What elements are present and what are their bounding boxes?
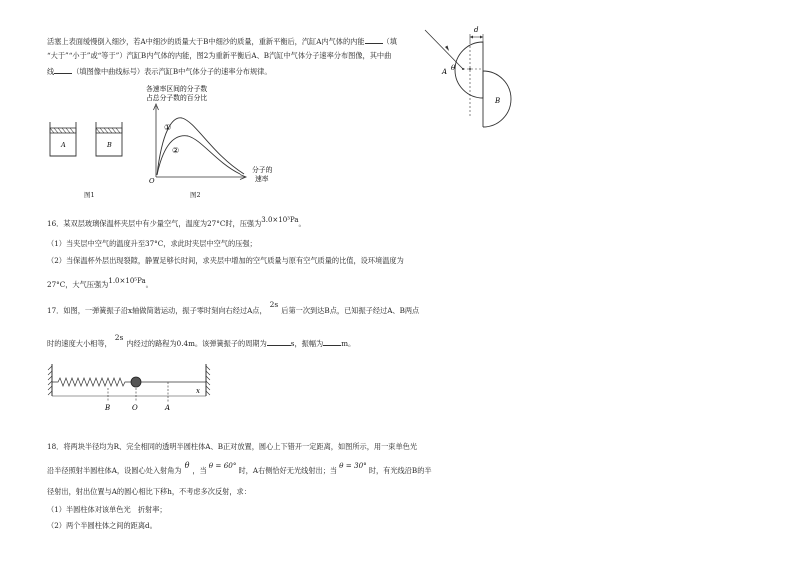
q17-time-2: 2s: [114, 333, 124, 342]
answer-blank-period: [267, 338, 291, 346]
q16-line4-end: 。: [145, 280, 153, 289]
curve-2: [157, 136, 240, 175]
q18-condition-1: θ = 60°: [208, 461, 237, 470]
figure-1-cylinders: [44, 120, 134, 170]
q17-line2: [47, 333, 356, 349]
q16-pressure-0: 1.0×10⁵Pa: [108, 277, 146, 285]
cylinder-a-label: A: [61, 141, 66, 149]
q15-line3: [47, 66, 272, 77]
q16-line1-end: 。: [298, 219, 306, 228]
figure-1-label: 图1: [84, 191, 95, 199]
spring-label-b: B: [105, 404, 111, 412]
fig2-ylabel-2: 占总分子数的百分比: [146, 94, 208, 102]
q18-line2-d: 时，有光线沿B的半: [368, 466, 432, 475]
q17-line2-end: m。: [341, 339, 356, 348]
q18-line4: （1）半圆柱体对该单色光 折射率；: [47, 505, 167, 514]
q15-line1-suffix: （填: [382, 37, 397, 46]
figure-2-label: 图2: [190, 191, 201, 199]
answer-blank-amplitude: [323, 338, 341, 346]
q17-line1-rest: 后第一次到达B点，已知振子经过A、B两点: [281, 306, 420, 315]
q16-pressure-1: 3.0×10³Pa: [261, 216, 299, 224]
q15-line3-text: （填图像中曲线标号）表示汽缸B中气体分子的速率分布规律。: [72, 67, 272, 76]
q15-line3-prefix: 线: [47, 67, 55, 76]
fig3-label-theta: θ: [451, 64, 456, 72]
fig3-label-a: A: [442, 68, 448, 76]
fig3-label-d: d: [474, 26, 479, 34]
q17-line1: [47, 300, 420, 316]
cylinder-b-label: B: [107, 141, 112, 149]
q16-line3: （2）当保温杯外层出现裂隙，静置足够长时间，求夹层中增加的空气质量与原有空气质量的比值，设环境温度为: [47, 256, 404, 265]
fig2-xlabel-1: 分子的: [252, 166, 273, 174]
q18-line2: [47, 461, 432, 476]
spring-label-o: O: [132, 404, 138, 412]
fig2-xlabel-2: 速率: [255, 175, 269, 183]
q18-line1: 18．将两块半径均为R、完全相同的透明半圆柱体A、B正对放置，圆心上下错开一定距离，如图所示，用一束单色光: [47, 442, 418, 451]
q16-line4-text: 27°C，大气压强为: [47, 280, 109, 289]
q15-line1-text: 活塞上表面缓慢倒入细沙，若A中细沙的质量大于B中细沙的质量，重新平衡后，汽缸A内气体的内能: [47, 37, 365, 46]
q16-line2: （1）当夹层中空气的温度升至37°C，求此时夹层中空气的压强；: [47, 239, 257, 248]
q17-line2-text: 时的速度大小相等，: [47, 339, 112, 348]
answer-blank-1: [365, 36, 383, 44]
spring-label-a: A: [165, 404, 171, 412]
q15-line1: [47, 36, 397, 47]
spring: [52, 378, 131, 386]
figure-3-half-cylinders: [425, 20, 545, 130]
cylinder-b: [96, 122, 122, 156]
q18-line5: （2）两个半圆柱体之间的距离d。: [47, 521, 157, 530]
q18-theta: θ: [184, 461, 190, 470]
curve-2-label: ②: [172, 146, 180, 155]
curve-1-label: ①: [164, 123, 172, 132]
q15-line2: “大于”“小于”或“等于”）汽缸B内气体的内能，图2为重新平衡后A、B汽缸中气体分子速率分布图像，其中曲: [47, 51, 392, 60]
q16-line1-text: 16．某双层玻璃保温杯夹层中有少量空气，温度为27°C时，压强为: [47, 219, 262, 228]
figure-2-distribution: [140, 82, 290, 187]
q16-line4: [47, 277, 153, 290]
q18-line2-b: ，当: [192, 466, 207, 475]
oscillator-ball: [131, 377, 141, 387]
q17-time-1: 2s: [269, 300, 279, 309]
cylinder-a: [50, 122, 76, 156]
half-cylinder-a: [455, 42, 483, 98]
answer-blank-2: [54, 66, 72, 74]
fig2-ylabel-1: 各速率区间的分子数: [146, 85, 208, 93]
q18-condition-2: θ = 30°: [339, 461, 367, 470]
q17-line2-mid2: s，振幅为: [290, 339, 324, 348]
q17-line2-mid: 内经过的路程为0.4m。该弹簧振子的周期为: [126, 339, 267, 348]
q17-line1-text: 17．如图，一弹簧振子沿x轴做简谐运动，振子零时刻向右经过A点，: [47, 306, 267, 315]
fig2-origin: O: [149, 177, 155, 185]
spring-label-x: x: [196, 387, 200, 395]
q16-line1: [47, 216, 306, 229]
figure-spring-oscillator: [44, 362, 214, 412]
q18-line3: 径射出，射出位置与A的圆心相比下移h，不考虑多次反射，求：: [47, 487, 251, 496]
q18-line2-text: 沿半径照射半圆柱体A，设圆心处入射角为: [47, 466, 182, 475]
q18-line2-c: 时，A右侧恰好无光线射出；当: [238, 466, 338, 475]
fig3-label-b: B: [495, 97, 501, 105]
